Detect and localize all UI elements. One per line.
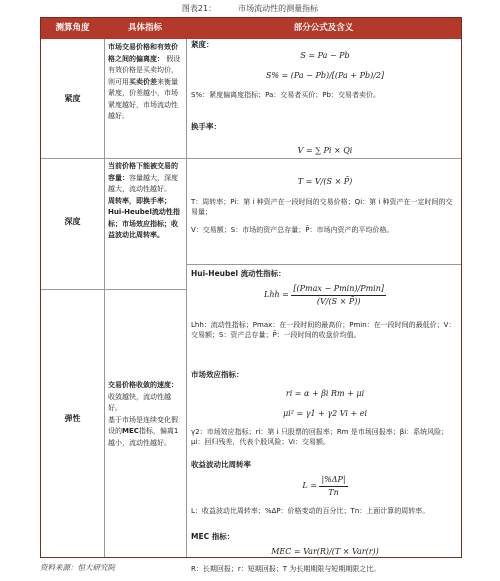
desc-market: γ2：市场效应指标；ri：第 i 只股票的回报率；Rm 是市场回报率；βi：系统风险；μi：回归残差，代表个股风险；Vi：交易额。 [191,428,449,446]
eq-spread-pct: S% = (Pa − Pb)/[(Pa + Pb)/2] [265,71,385,80]
eq-volume: V = ∑ Pi × Qi [297,146,353,155]
caption-label: 图表21： [181,4,217,13]
turnover-label: 换手率： [191,122,221,131]
row-divider [41,289,186,290]
eq-mec: MEC = Var(R)/(T × Var(r)) [271,547,379,556]
angle-tightness: 紧度 [64,94,81,103]
indicator-depth-title: 当前价格下能被交易的容量： [108,162,178,182]
eq-hh-fraction [291,283,386,307]
market-effect-label: 市场效应指标： [191,370,244,379]
eq-vol-turnover [191,474,459,498]
eq-spread: S = Pa − Pb [300,51,350,60]
indicator-elasticity-text2: 基于市场是连续变化假设的 [108,415,178,435]
vol-turnover-label: 收益波动比周转率 [191,460,251,469]
caption-title: 市场流动性的测量指标 [238,4,319,13]
eq-hh-denominator: (V/(S × P̄)) [316,296,361,306]
indicator-tightness-bold: 买卖价差 [129,77,157,86]
indicator-depth-list: 周转率，即换手率；Hui-Heubel流动性指标；市场效应指标；收益波动比周转率。 [108,196,180,239]
desc-vol: L：收益波动比周转率；%ΔP：价格变动的百分比；Tn：上面计算的周转率。 [191,507,430,515]
eq-hh-numerator: [(Pmax − Pmin)/Pmin] [291,283,386,296]
desc-hh: Lhh：流动性指标；Pmax：在一段时间的最高价；Pmin：在一段时间的最低价；V：交易额；S：资产总存量；P̄：一段时间的收盘价均值。 [191,321,456,339]
indicator-elasticity-title: 交易价格收敛的速度： [108,381,178,389]
formula-column [191,40,459,573]
column-divider [104,39,105,557]
desc-turnover-a: T：周转率；Pi：第 i 种资产在一段时间的交易价格；Qi：第 i 种资产在一定时间的交易量； [191,198,453,216]
angle-elasticity: 弹性 [64,414,81,423]
eq-hh-left: Lhh = [264,290,289,300]
indicator-tightness-text: 假设有效价格是买卖均价，则可用 [108,54,181,86]
eq-vol-numerator: |%ΔP| [319,474,347,487]
desc-tightness: S%：紧度偏离度指标；Pa：交易者买价；Pb：交易者卖价。 [191,91,380,99]
eq-vol-left: L = [302,481,317,491]
indicator-depth-text: 容量越大，深度越大，流动性越好。 [108,173,178,193]
indicator-depth [108,161,184,242]
desc-turnover-b: V：交易额；S：市场的资产总存量；P̄：市场内资产的平均价格。 [191,226,394,234]
mec-label: MEC 指标： [191,532,235,541]
desc-mec: R：长期回报；r：短期回报；T 为长期期限与短期期限之比。 [191,565,381,573]
eq-turnover: T = V/(S × P̄) [297,177,353,186]
indicator-tightness-text2: 来衡量紧度，价差越小，市场紧度越好，市场流动性越好。 [108,77,178,120]
indicator-elasticity-bold: MEC [122,427,139,435]
hh-label: Hui-Heubel 流动性指标： [191,269,286,278]
source-note: 资料来源：恒大研究院 [40,563,115,572]
header-indicator: 具体指标 [127,23,162,33]
figure-caption [0,3,500,15]
eq-vol-fraction [319,474,347,498]
indicator-tightness [108,42,184,123]
angle-depth: 深度 [64,217,81,226]
indicator-tightness-title: 市场交易价格和有效价格之间的偏离度： [108,43,178,63]
indicator-elasticity [108,380,184,449]
column-divider [186,39,187,557]
tightness-label: 紧度： [191,40,214,49]
indicator-elasticity-text: 收敛越快，流动性越好。 [108,392,171,412]
eq-vol-denominator: Tn [328,487,339,497]
eq-hui-heubel [191,283,459,307]
indicator-elasticity-text3: 指标，偏离1越小，流动性越好。 [108,427,179,447]
header-formula: 部分公式及含义 [293,23,354,33]
eq-market-return: ri = α + βi Rm + μi [285,389,365,398]
table-header [41,18,461,39]
header-angle: 测算角度 [55,23,90,33]
eq-market-residual: μi² = γ1 + γ2 Vi + ei [282,409,368,418]
